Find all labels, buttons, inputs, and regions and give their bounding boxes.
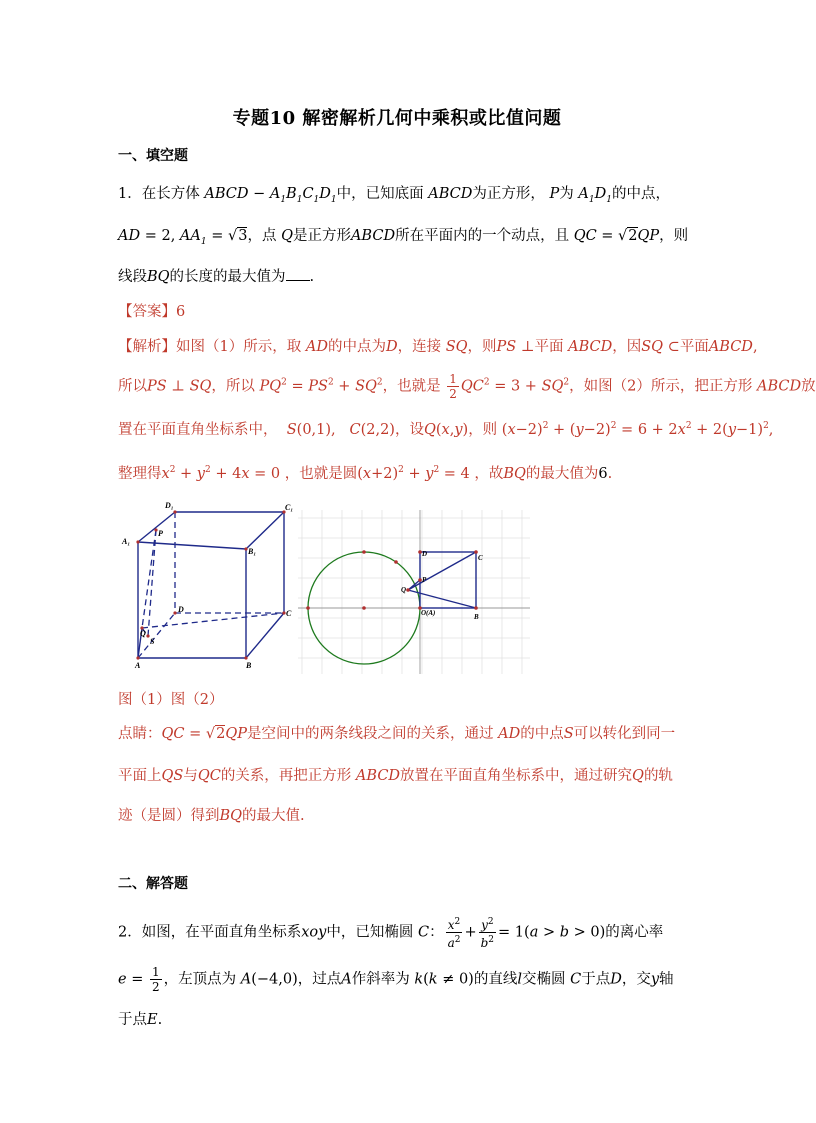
page-title: 专题10 解密解析几何中乘积或比值问题 — [232, 108, 562, 129]
question-1-line-1: 1．在长方体 ABCD − $A_1B_1C_1D_1$中，已知底面 ABCD为正方形， P为 $A_1D_1$的中点， — [118, 186, 670, 205]
analysis-line-2: 所以PS ⊥ SQ，所以 $PQ^2 = PS^2 + SQ^2$，也就是 $\frac{1}{2}$ $QC^2 = 3 + SQ^2$，如图（2）所示，把正方形 ABCD放 — [118, 372, 816, 401]
question-2-line-2: e = $\frac{1}{2}$ ，左顶点为 A(−4,0)，过点A作斜率为 k(k ≠ 0)的直线l交椭圆 C于点D，交y轴 — [118, 965, 674, 994]
fig2-label-Q: Q — [401, 586, 407, 594]
label-B: B — [246, 661, 252, 670]
analysis-line-3: 置在平面直角坐标系中， S(0,1), C(2,2)，设Q(x,y)，则 $(x-2)^2 + (y-2)^2 = 6 + 2x^2 + 2(y-1)^2$, — [118, 421, 774, 438]
note-line-1: 点睛：QC = √2QP是空间中的两条线段之间的关系，通过 AD的中点S可以转化到同一 — [118, 726, 676, 742]
fig2-label-B: B — [474, 613, 479, 621]
figures-area — [118, 498, 538, 678]
figure-1-cuboid — [118, 498, 294, 668]
analysis-line-4: 整理得$x^2 + y^2 + 4x = 0$ ，也就是圆$(x+2)^2 + y^2 = 4$ ，故BQ的最大值为6. — [118, 465, 613, 482]
fig2-label-O: O(A) — [421, 609, 436, 617]
figure-caption: 图（1）图（2） — [118, 692, 224, 708]
note-line-3: 迹（是圆）得到BQ的最大值. — [118, 808, 305, 824]
section-heading-solution: 二、解答题 — [118, 876, 188, 892]
label-C: C — [286, 609, 292, 618]
answer-line: 【答案】6 — [118, 304, 186, 320]
figure-2-coordinate-plane — [298, 510, 530, 674]
label-A: A — [135, 661, 141, 670]
label-Q: Q — [140, 629, 146, 638]
label-S: S — [150, 637, 155, 646]
question-1-line-3: 线段BQ的长度的最大值为 . — [118, 269, 315, 285]
question-2-line-1: 2．如图，在平面直角坐标系xoy中，已知椭圆 C： $\frac{x^2}{a^2}$ + $\frac{y^2}{b^2}$ = 1(a > b > 0)的离心率 — [118, 917, 664, 950]
analysis-line-1: 【解析】如图（1）所示，取 AD的中点为D，连接 SQ，则PS ⊥平面 ABCD，因SQ ⊂平面ABCD, — [118, 339, 758, 355]
label-C1: C₁ — [285, 503, 294, 512]
question-2-line-3: 于点E. — [118, 1012, 163, 1028]
note-line-2: 平面上QS与QC的关系，再把正方形 ABCD放置在平面直角坐标系中，通过研究Q的轨 — [118, 768, 673, 784]
label-A1: A₁ — [122, 537, 131, 546]
section-heading-fill-in: 一、填空题 — [118, 148, 188, 164]
label-P: P — [158, 529, 163, 538]
label-D1: D₁ — [165, 501, 174, 510]
fig2-label-P: P — [422, 576, 427, 584]
fig2-label-C: C — [478, 554, 483, 562]
question-1-line-2: AD = 2, $AA_1 = √3$，点 Q是正方形ABCD所在平面内的一个动点，且 QC = √2QP，则 — [118, 228, 689, 247]
label-B1: B₁ — [248, 547, 257, 556]
label-D: D — [178, 605, 184, 614]
answer-blank — [286, 268, 310, 281]
fig2-label-D: D — [422, 550, 428, 558]
